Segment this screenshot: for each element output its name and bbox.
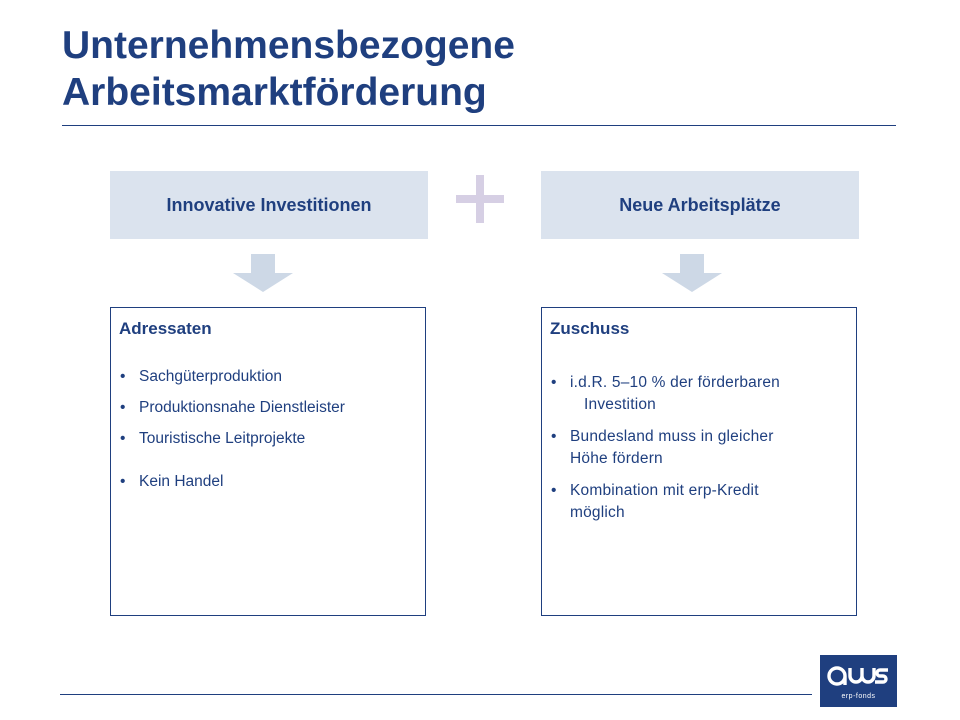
list-item: • Produktionsnahe Dienstleister [119,397,418,418]
list-item: • Sachgüterproduktion [119,366,418,387]
list-item: • Kein Handel [119,471,418,492]
grant-box [541,307,857,616]
list-item-line: Investition [584,396,656,413]
plus-icon [456,175,504,223]
list-item: • Touristische Leitprojekte [119,428,418,449]
header-new-jobs [541,171,859,239]
aws-logo [820,655,897,707]
list-item-line: Bundesland muss in gleicher [570,428,774,445]
addressees-list [119,366,418,492]
header-left-label: Innovative Investitionen [166,194,372,215]
addressees-heading: Adressaten [119,319,212,338]
down-arrow-icon [662,254,722,292]
list-item-line: Höhe fördern [570,450,663,467]
title-divider [62,125,896,126]
list-item [550,480,849,524]
footer-divider [60,694,812,695]
title-line-2: Arbeitsmarktförderung [62,71,487,114]
logo-subtitle: erp-fonds [841,693,876,700]
addressees-box [110,307,426,616]
down-arrow-icon [233,254,293,292]
grant-heading: Zuschuss [550,319,630,338]
list-item [550,426,849,470]
header-innovative-investments [110,171,428,239]
slide-title [62,22,882,116]
aws-logo-mark [826,663,891,689]
grant-list [550,372,849,524]
list-item-line: möglich [570,504,625,521]
header-right-label: Neue Arbeitsplätze [619,194,781,215]
list-item [550,372,849,416]
list-item-line: Kombination mit erp-Kredit [570,482,759,499]
title-line-1: Unternehmensbezogene [62,24,515,67]
list-item-line: i.d.R. 5–10 % der förderbaren [570,374,781,391]
